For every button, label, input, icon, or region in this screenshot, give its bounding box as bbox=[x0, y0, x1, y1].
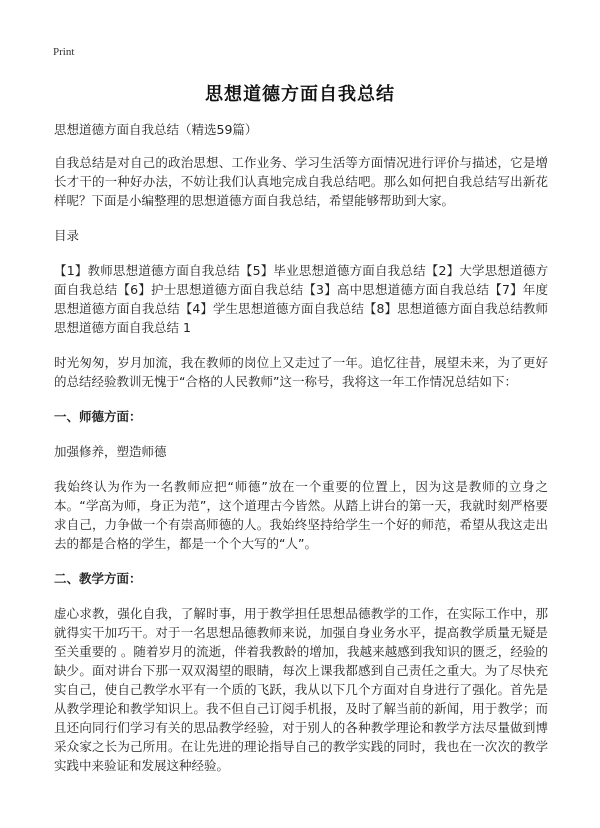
opening-paragraph: 时光匆匆，岁月加流，我在教师的岗位上又走过了一年。追忆往昔，展望未来，为了更好的总结经验教训无愧于“合格的人民教师”这一称号，我将这一年工作情况总结如下： bbox=[54, 355, 548, 389]
document-body bbox=[54, 120, 548, 775]
section-heading-teaching: 二、教学方面： bbox=[54, 571, 142, 586]
toc-list: 【1】教师思想道德方面自我总结【5】毕业思想道德方面自我总结【2】大学思想道德方面自我总结【6】护士思想道德方面自我总结【3】高中思想道德方面自我总结【7】年度思想道德方面自我总结【4】学生思想道德方面自我总结【8】思想道德方面自我总结教师思想道德方面自我总结 1 bbox=[54, 263, 548, 335]
section-body-teaching: 虚心求教，强化自我，了解时事，用于教学担任思想品德教学的工作，在实际工作中，那就得实干加巧干。对于一名思想品德教师来说，加强自身业务水平，提高教学质量无疑是至关重要的 。随着岁月的流逝，伴着我教龄的增加，我越来越感到我知识的匮乏，经验的缺少。面对讲台下那一双双渴望的眼睛，每次上课我都感到自己责任之重大。为了尽快充实自己，使自己教学水平有一个质的飞跃，我从以下几个方面对自身进行了强化。首先是从教学理论和教学知识上。我不但自己订阅手机报，及时了解当前的新闻，用于教学；而且还向同行们学习有关的思品教学经验，对于别人的各种教学理论和教学方法尽量做到博采众家之长为己所用。在让先进的理论指导自己的教学实践的同时，我也在一次次的教学实践中来验证和发展这种经验。 bbox=[54, 606, 548, 773]
page-title: 思想道德方面自我总结 bbox=[205, 84, 395, 105]
section-heading-ethics: 一、师德方面： bbox=[54, 409, 142, 424]
toc-heading: 目录 bbox=[54, 228, 80, 243]
section-lead-ethics: 加强修养，塑造师德 bbox=[54, 444, 167, 459]
print-label: Print bbox=[53, 46, 75, 58]
section-body-ethics: 我始终认为作为一名教师应把“师德”放在一个重要的位置上，因为这是教师的立身之本。“学高为师，身正为范”，这个道理古今皆然。从踏上讲台的第一天，我就时刻严格要求自己，力争做一个有崇高师德的人。我始终坚持给学生一个好的师范，希望从我这走出去的都是合格的学生，都是一个个大写的“人”。 bbox=[54, 479, 548, 551]
subtitle: 思想道德方面自我总结（精选59篇） bbox=[54, 122, 258, 137]
intro-paragraph: 自我总结是对自己的政治思想、工作业务、学习生活等方面情况进行评价与描述，它是增长才干的一种好办法，不妨让我们认真地完成自我总结吧。那么如何把自我总结写出新花样呢？下面是小编整理的思想道德方面自我总结，希望能够帮助到大家。 bbox=[54, 155, 548, 208]
